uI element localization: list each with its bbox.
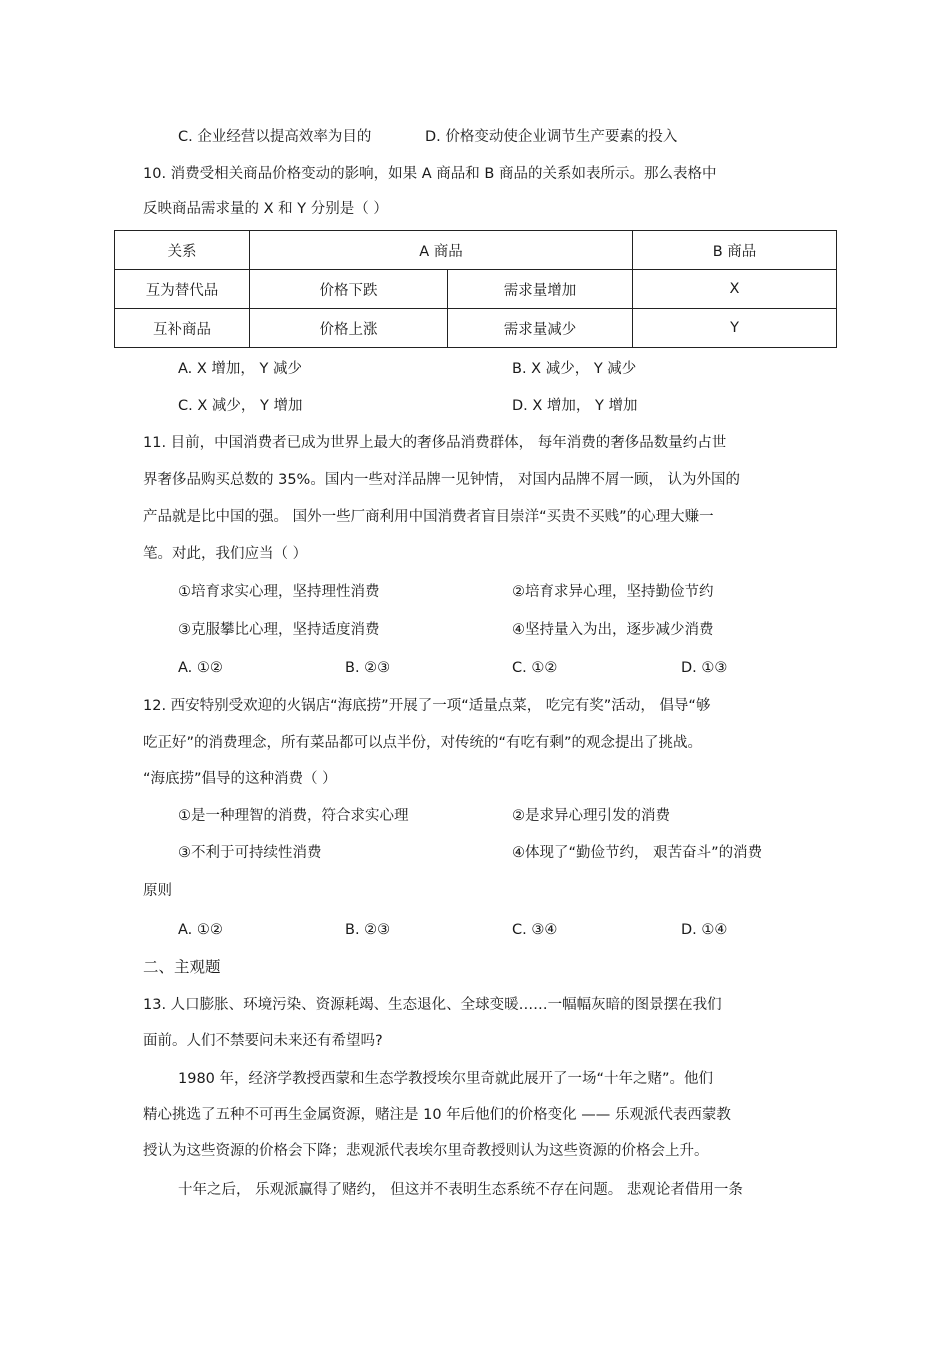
q10-stem-line1: 10. 消费受相关商品价格变动的影响，如果 A 商品和 B 商品的关系如表所示。那么表格中: [143, 166, 717, 182]
table-cell: 互补商品: [115, 309, 250, 348]
table-header-row: [115, 231, 837, 270]
table-cell: 价格上涨: [250, 309, 448, 348]
q13-line4: 精心挑选了五种不可再生金属资源，赌注是 10 年后他们的价格变化 —— 乐观派代表西蒙教: [143, 1107, 731, 1123]
q10-table: [114, 230, 837, 348]
q12-stem-line2: 吃正好”的消费理念，所有菜品都可以点半份，对传统的“有吃有剩”的观念提出了挑战。: [143, 735, 703, 751]
q12-option-a: A. ①②: [178, 922, 223, 938]
q10-option-b: B. X 减少， Y 减少: [512, 361, 637, 377]
q12-item-1: ①是一种理智的消费，符合求实心理: [178, 808, 409, 824]
table-cell: X: [633, 270, 837, 309]
table-cell: 互为替代品: [115, 270, 250, 309]
q11-option-b: B. ②③: [345, 660, 391, 676]
section-title: 二、主观题: [143, 958, 221, 976]
q13-line3: 1980 年，经济学教授西蒙和生态学教授埃尔里奇就此展开了一场“十年之赌”。他们: [178, 1071, 714, 1087]
table-header-cell: A 商品: [250, 231, 633, 270]
table-header-cell: B 商品: [633, 231, 837, 270]
q12-item-3: ③不利于可持续性消费: [178, 845, 322, 861]
q11-stem-line1: 11. 目前，中国消费者已成为世界上最大的奢侈品消费群体， 每年消费的奢侈品数量约占世: [143, 435, 727, 451]
q11-stem-line2: 界奢侈品购买总数的 35%。国内一些对洋品牌一见钟情， 对国内品牌不屑一顾， 认为外国的: [143, 472, 741, 488]
table-header-cell: 关系: [115, 231, 250, 270]
q11-item-4: ④坚持量入为出，逐步减少消费: [512, 622, 714, 638]
q10-stem-line2: 反映商品需求量的 X 和 Y 分别是（ ）: [143, 201, 388, 217]
table-cell: 需求量增加: [448, 270, 633, 309]
q12-option-b: B. ②③: [345, 922, 391, 938]
q9-option-c: C. 企业经营以提高效率为目的: [178, 129, 372, 145]
q11-item-2: ②培育求异心理，坚持勤俭节约: [512, 584, 714, 600]
table-row: [115, 309, 837, 348]
q12-option-c: C. ③④: [512, 922, 558, 938]
q12-item-2: ②是求异心理引发的消费: [512, 808, 670, 824]
table-cell: 需求量减少: [448, 309, 633, 348]
table-cell: 价格下跌: [250, 270, 448, 309]
q11-option-a: A. ①②: [178, 660, 223, 676]
q11-item-1: ①培育求实心理，坚持理性消费: [178, 584, 380, 600]
q10-option-c: C. X 减少， Y 增加: [178, 398, 303, 414]
q11-stem-line3: 产品就是比中国的强。 国外一些厂商利用中国消费者盲目崇洋“买贵不买贱”的心理大赚一: [143, 509, 714, 525]
q12-item-4-continued: 原则: [143, 883, 172, 899]
q12-stem-line1: 12. 西安特别受欢迎的火锅店“海底捞”开展了一项“适量点菜， 吃完有奖”活动， 倡导“够: [143, 698, 711, 714]
q12-stem-line3: “海底捞”倡导的这种消费（ ）: [143, 771, 337, 787]
q12-item-4: ④体现了“勤俭节约， 艰苦奋斗”的消费: [512, 845, 763, 861]
q13-line1: 13. 人口膨胀、环境污染、资源耗竭、生态退化、全球变暖……一幅幅灰暗的图景摆在我们: [143, 997, 722, 1013]
q10-option-d: D. X 增加， Y 增加: [512, 398, 638, 414]
q11-stem-line4: 笔。对此，我们应当（ ）: [143, 546, 308, 562]
q11-item-3: ③克服攀比心理，坚持适度消费: [178, 622, 380, 638]
q10-option-a: A. X 增加， Y 减少: [178, 361, 303, 377]
q11-option-c: C. ①②: [512, 660, 558, 676]
q12-option-d: D. ①④: [681, 922, 728, 938]
table-cell: Y: [633, 309, 837, 348]
q13-line6: 十年之后， 乐观派赢得了赌约， 但这并不表明生态系统不存在问题。 悲观论者借用一条: [178, 1182, 743, 1198]
q13-line5: 授认为这些资源的价格会下降；悲观派代表埃尔里奇教授则认为这些资源的价格会上升。: [143, 1143, 709, 1159]
q11-option-d: D. ①③: [681, 660, 728, 676]
table-row: [115, 270, 837, 309]
q13-line2: 面前。人们不禁要问未来还有希望吗?: [143, 1033, 383, 1049]
q9-option-d: D. 价格变动使企业调节生产要素的投入: [425, 129, 678, 145]
